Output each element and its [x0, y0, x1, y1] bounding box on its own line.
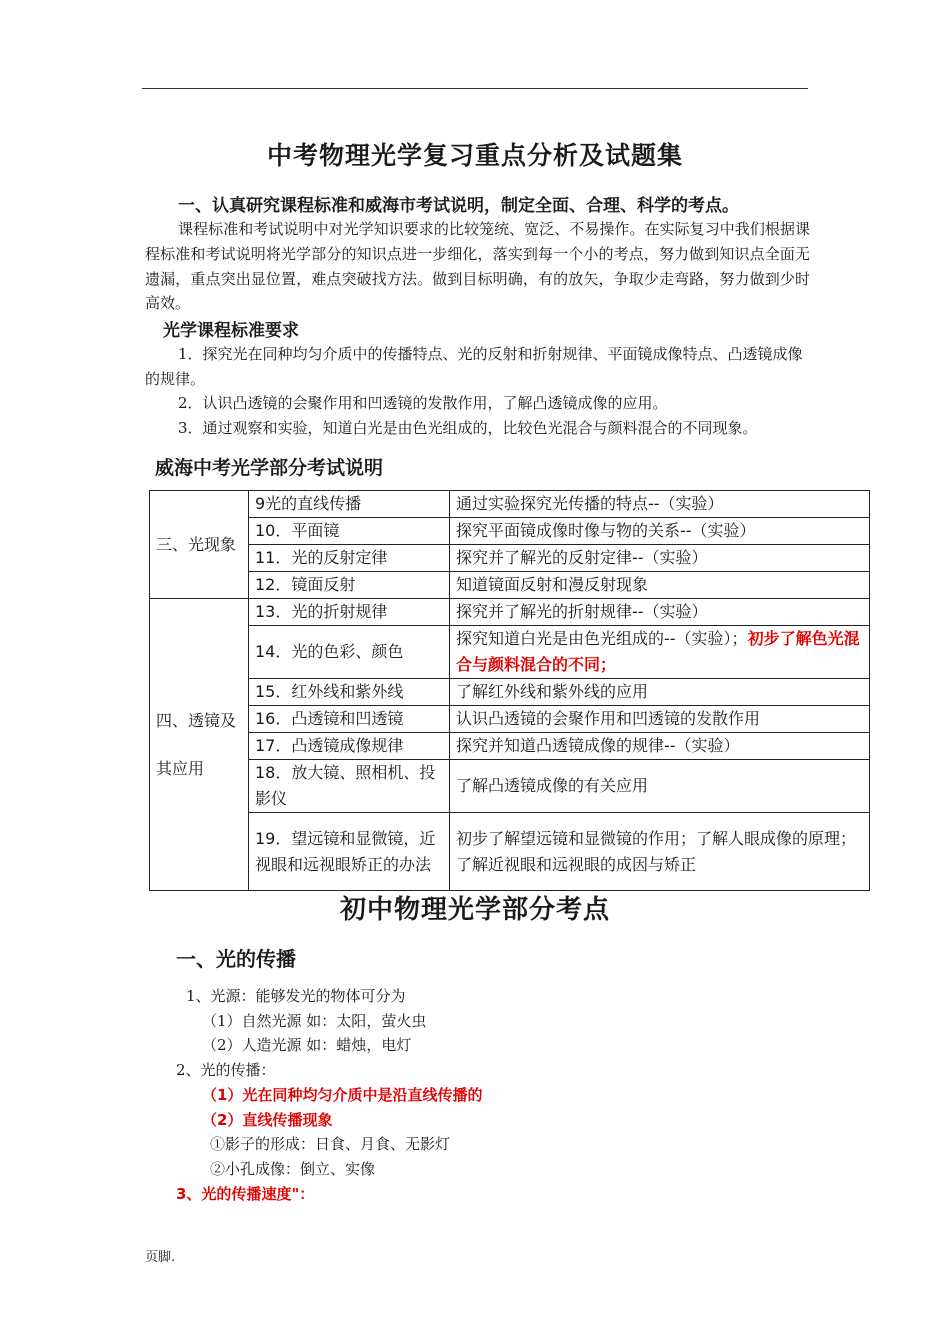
part-2-title: 初中物理光学部分考点 — [339, 895, 610, 925]
topic-cell: 19．望远镜和显微镜，近视眼和远视眼矫正的办法 — [249, 813, 450, 891]
desc-cell: 初步了解望远镜和显微镜的作用；了解人眼成像的原理；了解近视眼和远视眼的成因与矫正 — [450, 813, 870, 891]
category-line-2: 其应用 — [156, 758, 205, 778]
topic-cell: 15．红外线和紫外线 — [249, 679, 450, 706]
standard-item-2 — [145, 391, 810, 416]
category-cell: 三、光现象 — [150, 491, 249, 599]
table-row — [150, 491, 870, 518]
topic-cell: 13．光的折射规律 — [249, 599, 450, 626]
list-item: ①影子的形成：日食、月食、无影灯 — [210, 1135, 451, 1153]
exam-description-heading: 威海中考光学部分考试说明 — [155, 457, 384, 479]
list-item-highlight: （1）光在同种均匀介质中是沿直线传播的 — [202, 1086, 483, 1104]
standard-item-2-text: 2．认识凸透镜的会聚作用和凹透镜的发散作用，了解凸透镜成像的应用。 — [178, 394, 668, 412]
table-row — [150, 760, 870, 813]
section-1-paragraph — [145, 217, 810, 316]
desc-cell: 探究并了解光的折射规律--（实验） — [450, 599, 870, 626]
desc-cell: 探究并了解光的反射定律--（实验） — [450, 545, 870, 572]
topic-cell: 12．镜面反射 — [249, 572, 450, 599]
list-item: （1）自然光源 如：太阳，萤火虫 — [202, 1012, 427, 1030]
desc-cell: 探究并知道凸透镜成像的规律--（实验） — [450, 733, 870, 760]
desc-text: 探究知道白光是由色光组成的--（实验）； — [456, 629, 748, 648]
table-row — [150, 733, 870, 760]
table-row — [150, 599, 870, 626]
document-title: 中考物理光学复习重点分析及试题集 — [266, 141, 683, 170]
propagation-heading: 一、光的传播 — [176, 947, 296, 971]
desc-cell: 探究平面镜成像时像与物的关系--（实验） — [450, 518, 870, 545]
topic-cell: 18．放大镜、照相机、投影仪 — [249, 760, 450, 813]
section-1-heading: 一、认真研究课程标准和威海市考试说明，制定全面、合理、科学的考点。 — [178, 196, 739, 216]
desc-cell: 知道镜面反射和漫反射现象 — [450, 572, 870, 599]
topic-cell: 17．凸透镜成像规律 — [249, 733, 450, 760]
topic-cell: 10．平面镜 — [249, 518, 450, 545]
category-cell — [150, 599, 249, 891]
table-row — [150, 572, 870, 599]
exam-description-table — [149, 490, 870, 891]
desc-cell: 了解凸透镜成像的有关应用 — [450, 760, 870, 813]
desc-cell — [450, 626, 870, 679]
desc-cell: 通过实验探究光传播的特点--（实验） — [450, 491, 870, 518]
standard-item-3-text: 3．通过观察和实验，知道白光是由色光组成的，比较色光混合与颜料混合的不同现象。 — [178, 419, 758, 437]
standard-item-1 — [145, 342, 810, 392]
table-row — [150, 545, 870, 572]
desc-cell: 了解红外线和紫外线的应用 — [450, 679, 870, 706]
table-row — [150, 813, 870, 891]
list-item-highlight: 3、光的传播速度"： — [176, 1185, 315, 1203]
list-item: ②小孔成像：倒立、实像 — [210, 1160, 376, 1178]
standards-heading: 光学课程标准要求 — [163, 321, 299, 341]
list-item: （2）人造光源 如：蜡烛，电灯 — [202, 1036, 412, 1054]
table-row — [150, 706, 870, 733]
desc-highlight: 初步了解色光混合与颜料混合的不同； — [456, 629, 860, 674]
standard-item-3 — [145, 416, 810, 441]
list-item-highlight: （2）直线传播现象 — [202, 1111, 333, 1129]
list-item: 1、光源：能够发光的物体可分为 — [186, 987, 406, 1005]
table-row — [150, 626, 870, 679]
desc-cell: 认识凸透镜的会聚作用和凹透镜的发散作用 — [450, 706, 870, 733]
standard-item-1-text: 1．探究光在同种均匀介质中的传播特点、光的反射和折射规律、平面镜成像特点、凸透镜成像的规律。 — [145, 345, 803, 388]
section-1-paragraph-text: 课程标准和考试说明中对光学知识要求的比较笼统、宽泛、不易操作。在实际复习中我们根据课程标准和考试说明将光学部分的知识点进一步细化，落实到每一个小的考点，努力做到知识点全面无遗漏，重点突出显位置，难点突破找方法。做到目标明确，有的放矢，争取少走弯路，努力做到少时高效。 — [145, 220, 810, 313]
list-item: 2、光的传播： — [176, 1061, 276, 1079]
table-row — [150, 679, 870, 706]
topic-cell: 11．光的反射定律 — [249, 545, 450, 572]
topic-cell: 9光的直线传播 — [249, 491, 450, 518]
topic-cell: 14．光的色彩、颜色 — [249, 626, 450, 679]
topic-cell: 16．凸透镜和凹透镜 — [249, 706, 450, 733]
header-rule — [142, 88, 808, 89]
page-footer: 页脚. — [145, 1250, 176, 1265]
table-row — [150, 518, 870, 545]
category-line-1: 四、透镜及 — [156, 710, 237, 730]
